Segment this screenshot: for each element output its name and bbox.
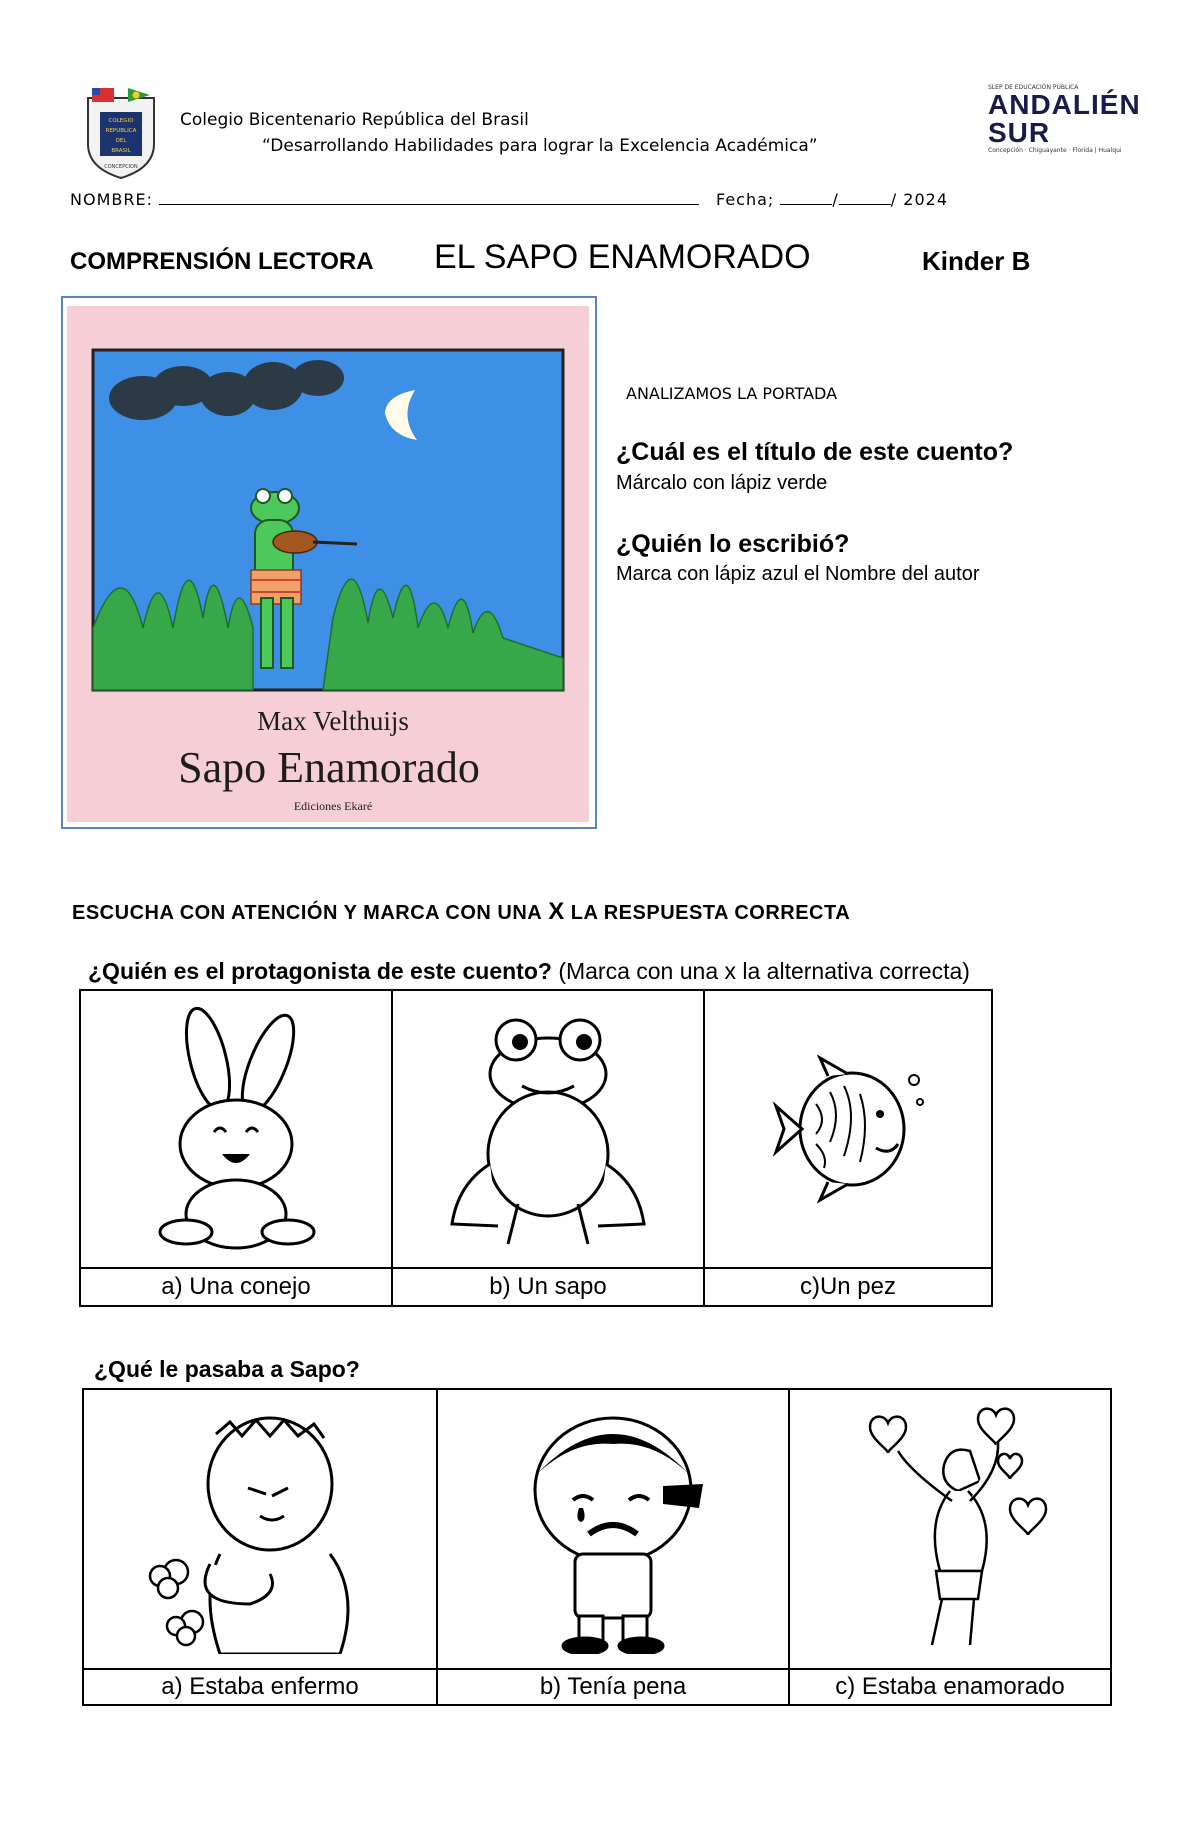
- date-year: 2024: [903, 190, 948, 209]
- logo-tagline: Concepción · Chiguayante · Florida | Hualqui: [988, 147, 1122, 154]
- option-c-image-cell[interactable]: [704, 990, 992, 1268]
- protagonist-options-table: [79, 989, 993, 1307]
- rabbit-icon: [136, 1004, 336, 1254]
- fish-icon: [768, 1044, 928, 1214]
- crest-text-4: BRASIL: [111, 148, 131, 154]
- section-heading-portada: ANALIZAMOS LA PORTADA: [626, 384, 838, 403]
- option-sick-image-cell[interactable]: [83, 1389, 437, 1669]
- date-label: Fecha;: [716, 190, 775, 209]
- question-what-happened: ¿Qué le pasaba a Sapo?: [94, 1356, 360, 1382]
- crest-text-3: DEL: [115, 138, 127, 144]
- title-lead: COMPRENSIÓN LECTORA: [70, 248, 374, 275]
- cover-publisher: Ediciones Ekaré: [293, 799, 373, 813]
- school-motto: “Desarrollando Habilidades para lograr la Excelencia Académica”: [262, 136, 818, 156]
- option-a-label[interactable]: a) Una conejo: [80, 1268, 392, 1306]
- cover-author: Max Velthuijs: [257, 706, 409, 736]
- option-a-image-cell[interactable]: [80, 990, 392, 1268]
- question-author: ¿Quién lo escribió?: [616, 530, 850, 558]
- question-protagonist-text: ¿Quién es el protagonista de este cuento?: [88, 958, 552, 984]
- option-b-label[interactable]: b) Un sapo: [392, 1268, 704, 1306]
- instruction-after: LA RESPUESTA CORRECTA: [570, 902, 851, 924]
- name-blank-line[interactable]: [159, 190, 699, 205]
- name-label: NOMBRE:: [70, 190, 153, 209]
- name-field[interactable]: [70, 190, 699, 209]
- instruction-line: [72, 898, 850, 926]
- option-inlove-label[interactable]: c) Estaba enamorado: [789, 1669, 1111, 1705]
- option-c-label[interactable]: c)Un pez: [704, 1268, 992, 1306]
- logo-small-text: SLEP DE EDUCACIÓN PÚBLICA: [988, 84, 1079, 91]
- andalien-sur-logo: [988, 84, 1141, 168]
- frog-in-love-icon: [850, 1401, 1050, 1657]
- school-crest: [84, 84, 158, 180]
- sad-boy-icon: [513, 1404, 713, 1654]
- option-inlove-image-cell[interactable]: [789, 1389, 1111, 1669]
- frog-icon: [438, 1004, 658, 1254]
- option-b-image-cell[interactable]: [392, 990, 704, 1268]
- crest-text-1: COLEGIO: [108, 118, 134, 124]
- date-slash-2: /: [890, 190, 898, 209]
- book-cover-image: [61, 296, 597, 829]
- logo-word-andalien: ANDALIÉN: [988, 89, 1141, 120]
- feelings-options-table: [82, 1388, 1112, 1706]
- instruction-before: ESCUCHA CON ATENCIÓN Y MARCA CON UNA: [72, 902, 543, 924]
- school-name: Colegio Bicentenario República del Brasil: [180, 110, 529, 130]
- option-sad-label[interactable]: b) Tenía pena: [437, 1669, 789, 1705]
- question-author-instruction: Marca con lápiz azul el Nombre del autor: [616, 563, 980, 585]
- logo-word-sur: SUR: [988, 117, 1051, 148]
- question-protagonist: [88, 958, 970, 985]
- question-protagonist-note: (Marca con una x la alternativa correcta): [558, 958, 970, 984]
- date-day-blank[interactable]: [780, 190, 832, 205]
- crest-bottom-text: CONCEPCION: [104, 164, 138, 170]
- date-slash-1: /: [832, 190, 839, 209]
- x-mark-icon: X: [548, 898, 565, 925]
- date-field[interactable]: [716, 190, 948, 209]
- question-title-instruction: Márcalo con lápiz verde: [616, 472, 828, 494]
- crest-text-2: REPUBLICA: [105, 128, 137, 134]
- question-title: ¿Cuál es el título de este cuento?: [616, 438, 1014, 466]
- date-month-blank[interactable]: [839, 190, 891, 205]
- page-title: EL SAPO ENAMORADO: [434, 238, 811, 276]
- option-sick-label[interactable]: a) Estaba enfermo: [83, 1669, 437, 1705]
- cover-title: Sapo Enamorado: [178, 743, 480, 792]
- grade-label: Kinder B: [922, 246, 1031, 276]
- option-sad-image-cell[interactable]: [437, 1389, 789, 1669]
- sick-boy-icon: [120, 1404, 400, 1654]
